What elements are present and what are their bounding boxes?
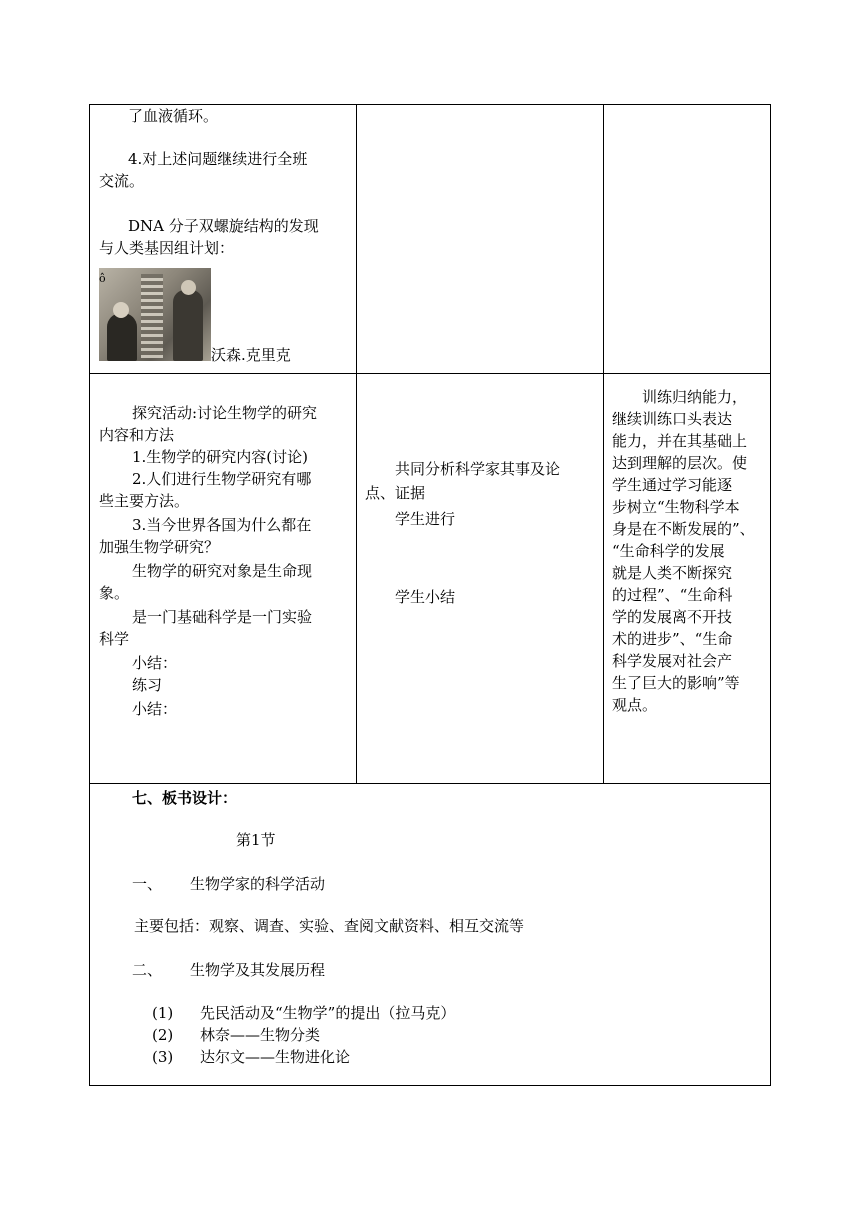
text-line: 科学发展对社会产 <box>612 652 733 670</box>
photo-mark: ô <box>99 272 106 285</box>
table-row <box>90 105 770 374</box>
text-line: 术的进步”、“生命 <box>612 630 733 648</box>
text-line: 内容和方法 <box>99 426 175 444</box>
board-design-row <box>90 784 770 1085</box>
activity-cell <box>90 373 357 783</box>
text-line: 象。 <box>99 584 130 602</box>
text-line: 身是在不断发展的”、 <box>612 520 755 538</box>
text-line: 达到理解的层次。使 <box>612 454 748 472</box>
text-line: 学生进行 <box>395 510 456 528</box>
text-line: 就是人类不断探究 <box>612 564 733 582</box>
table-row <box>90 373 770 784</box>
text-line: 共同分析科学家其事及论 <box>395 460 561 478</box>
section-heading: 七、板书设计： <box>132 789 238 807</box>
text-line: 交流。 <box>99 172 145 190</box>
watson-crick-photo <box>99 268 211 361</box>
text-line: 加强生物学研究？ <box>99 538 220 556</box>
text-line: 小结： <box>132 700 178 718</box>
figure-left <box>107 313 137 361</box>
text-line: 2.人们进行生物学研究有哪 <box>132 470 312 488</box>
text-line: 点、证据 <box>365 484 426 502</box>
text-line: 继续训练口头表达 <box>612 410 733 428</box>
text-line: 的过程”、“生命科 <box>612 586 733 604</box>
item-number: 二、 <box>132 961 163 979</box>
text-line: 练习 <box>132 676 163 694</box>
intent-cell <box>604 105 770 373</box>
figure-right-head <box>181 280 196 295</box>
text-line: 训练归纳能力， <box>642 388 748 406</box>
text-line: 是一门基础科学是一门实验 <box>132 608 313 626</box>
section-title: 第1节 <box>236 831 276 849</box>
text-line: 能力，并在其基础上 <box>612 432 748 450</box>
text-line: DNA 分子双螺旋结构的发现 <box>128 217 319 235</box>
text-line: 与人类基因组计划： <box>99 239 235 257</box>
text-line: 小结： <box>132 654 178 672</box>
sub-item-text: 达尔文——生物进化论 <box>200 1048 351 1066</box>
activity-cell <box>90 105 357 373</box>
sub-item-text: 先民活动及“生物学”的提出（拉马克） <box>200 1004 456 1022</box>
text-line: “生命科学的发展 <box>612 542 725 560</box>
text-line: 观点。 <box>612 696 658 714</box>
lesson-plan-table <box>89 104 771 1086</box>
text-line: 4.对上述问题继续进行全班 <box>128 150 308 168</box>
sub-item-number: (1) <box>152 1004 174 1022</box>
sub-item-number: (3) <box>152 1048 174 1066</box>
text-line: 3.当今世界各国为什么都在 <box>132 516 312 534</box>
item-detail: 主要包括：观察、调查、实验、查阅文献资料、相互交流等 <box>134 917 525 935</box>
text-line: 生了巨大的影响”等 <box>612 674 740 692</box>
text-line: 科学 <box>99 630 130 648</box>
figure-right <box>173 290 203 361</box>
figure-left-head <box>113 302 129 318</box>
item-text: 生物学家的科学活动 <box>190 875 326 893</box>
student-cell <box>357 373 604 783</box>
student-cell <box>357 105 604 373</box>
text-line: 学的发展离不开技 <box>612 608 733 626</box>
intent-cell <box>604 373 770 783</box>
text-line: 步树立“生物科学本 <box>612 498 740 516</box>
item-number: 一、 <box>132 875 163 893</box>
text-line: 了血液循环。 <box>128 107 219 125</box>
text-line: 些主要方法。 <box>99 492 190 510</box>
sub-item-text: 林奈——生物分类 <box>200 1026 321 1044</box>
photo-caption: 沃森.克里克 <box>211 346 291 364</box>
item-text: 生物学及其发展历程 <box>190 961 326 979</box>
text-line: 1.生物学的研究内容(讨论) <box>132 448 309 466</box>
text-line: 学生小结 <box>395 588 456 606</box>
text-line: 生物学的研究对象是生命现 <box>132 562 313 580</box>
sub-item-number: (2) <box>152 1026 174 1044</box>
text-line: 学生通过学习能逐 <box>612 476 733 494</box>
text-line: 探究活动:讨论生物学的研究 <box>132 404 318 422</box>
dna-model <box>141 274 163 358</box>
